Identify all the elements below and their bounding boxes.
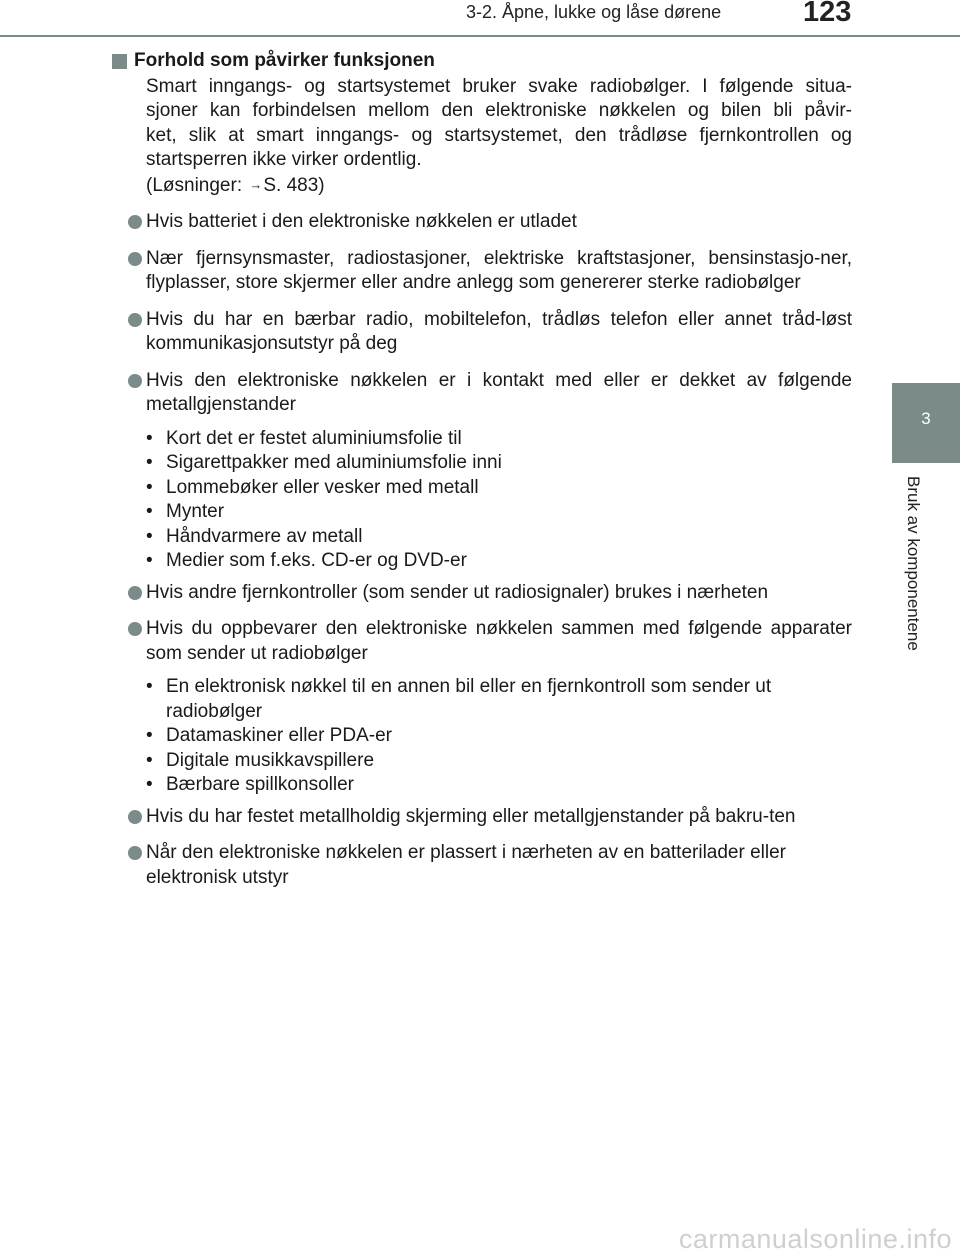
arrow-right-icon: → xyxy=(249,176,263,192)
sub-list-item-text: Mynter xyxy=(166,501,225,522)
dot-bullet-icon: • xyxy=(146,749,153,771)
list-item-text: Når den elektroniske nøkkelen er plassert i nærheten av en batterilader eller elektronisk utstyr xyxy=(146,842,786,888)
section-heading-text: Forhold som påvirker funksjonen xyxy=(134,50,435,71)
chapter-tab xyxy=(892,383,960,463)
list-item xyxy=(108,308,852,357)
dot-bullet-icon: • xyxy=(146,501,153,522)
dot-bullet-icon: • xyxy=(146,725,153,746)
dot-bullet-icon: • xyxy=(146,427,153,449)
round-bullet-icon xyxy=(128,586,142,600)
list-item-text: Hvis andre fjernkontroller (som sender ut radiosignaler) brukes i nærheten xyxy=(146,581,769,603)
radio-devices-list xyxy=(108,675,852,798)
dot-bullet-icon: • xyxy=(146,550,153,571)
chapter-title: Bruk av komponentene xyxy=(904,476,923,651)
list-item-text: Hvis den elektroniske nøkkelen er i kontakt med eller er dekket av følgende metallgjenstander xyxy=(146,369,852,415)
dot-bullet-icon: • xyxy=(146,452,153,473)
sub-list-item xyxy=(146,773,852,798)
square-bullet-icon xyxy=(112,54,127,69)
sub-list-item xyxy=(146,675,852,724)
sub-list-item xyxy=(146,451,852,476)
round-bullet-icon xyxy=(128,215,142,229)
intro-paragraph xyxy=(108,75,852,199)
list-item-text: Hvis du har festet metallholdig skjerming eller metallgjenstander på bakru-ten xyxy=(146,805,796,827)
header-divider xyxy=(0,35,960,37)
solutions-page-link[interactable]: S. 483) xyxy=(263,174,325,196)
round-bullet-icon xyxy=(128,622,142,636)
dot-bullet-icon: • xyxy=(146,476,153,498)
list-item-text: Hvis batteriet i den elektroniske nøkkelen er utladet xyxy=(146,211,577,232)
intro-line: startsperren ikke virker ordentlig. xyxy=(146,149,422,170)
sub-list-item-text: Datamaskiner eller PDA-er xyxy=(166,725,392,746)
list-item-text: Hvis du har en bærbar radio, mobiltelefon, trådløs telefon eller annet tråd-løst kommunikasjonsutstyr på deg xyxy=(146,308,852,354)
solutions-reference xyxy=(146,173,852,199)
sub-list-item-text: Bærbare spillkonsoller xyxy=(166,774,354,795)
dot-bullet-icon: • xyxy=(146,676,153,697)
sub-list-item xyxy=(146,427,852,452)
chapter-number: 3 xyxy=(921,409,931,428)
dot-bullet-icon: • xyxy=(146,774,153,795)
sub-list-item xyxy=(146,500,852,525)
sub-list-item-text: Digitale musikkavspillere xyxy=(166,749,375,771)
list-item xyxy=(108,369,852,418)
sub-list-item-text: Kort det er festet aluminiumsfolie til xyxy=(166,427,462,449)
sub-list-item-text: Sigarettpakker med aluminiumsfolie inni xyxy=(166,452,502,473)
list-item xyxy=(108,805,852,830)
sub-list-item-text: En elektronisk nøkkel til en annen bil eller en fjernkontroll som sender ut radiobølger xyxy=(166,676,772,722)
sub-list-item xyxy=(146,724,852,749)
round-bullet-icon xyxy=(128,846,142,860)
sub-list-item xyxy=(146,549,852,574)
list-item xyxy=(108,617,852,666)
round-bullet-icon xyxy=(128,374,142,388)
header-section-title: 3-2. Åpne, lukke og låse dørene xyxy=(466,2,722,22)
list-item xyxy=(108,581,852,606)
sub-list-item-text: Medier som f.eks. CD-er og DVD-er xyxy=(166,550,467,571)
sub-list-item xyxy=(146,476,852,501)
page-content xyxy=(108,49,852,890)
round-bullet-icon xyxy=(128,313,142,327)
list-item-text: Hvis du oppbevarer den elektroniske nøkkelen sammen med følgende apparater som sender ut radiobølger xyxy=(146,618,852,664)
list-item xyxy=(108,841,852,890)
round-bullet-icon xyxy=(128,252,142,266)
sub-list-item-text: Håndvarmere av metall xyxy=(166,525,363,547)
intro-line: ket, slik at smart inngangs- og startsystemet, den trådløse fjernkontrollen og xyxy=(146,124,852,146)
watermark-text: carmanualsonline.info xyxy=(678,1224,952,1254)
intro-line: sjoner kan forbindelsen mellom den elektroniske nøkkelen og bilen bli påvir- xyxy=(146,100,852,121)
metal-objects-list xyxy=(108,427,852,574)
solutions-prefix: (Løsninger: xyxy=(146,174,248,196)
round-bullet-icon xyxy=(128,810,142,824)
section-heading xyxy=(108,49,852,74)
page-number: 123 xyxy=(803,0,852,28)
sub-list-item-text: Lommebøker eller vesker med metall xyxy=(166,476,479,498)
list-item xyxy=(108,247,852,296)
list-item xyxy=(108,210,852,235)
intro-line: Smart inngangs- og startsystemet bruker svake radiobølger. I følgende situa- xyxy=(146,75,852,97)
dot-bullet-icon: • xyxy=(146,525,153,547)
list-item-text: Nær fjernsynsmaster, radiostasjoner, elektriske kraftstasjoner, bensinstasjo-ner, flyplasser, store skjermer eller andre anlegg som genererer sterke radiobølger xyxy=(146,247,852,293)
sub-list-item xyxy=(146,749,852,774)
sub-list-item xyxy=(146,525,852,550)
